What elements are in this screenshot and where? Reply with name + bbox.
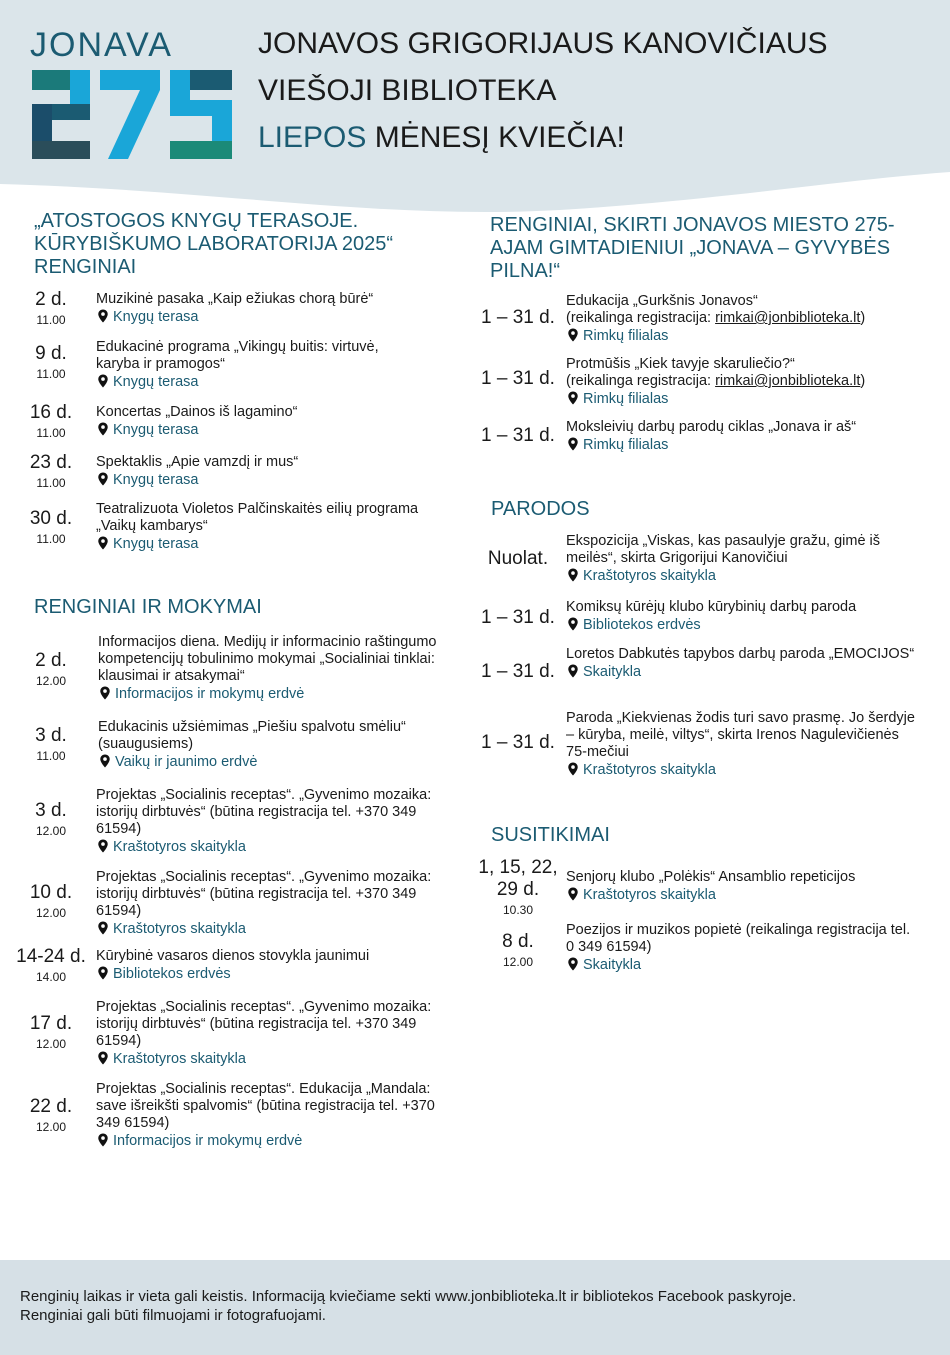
location-pin-icon	[98, 754, 112, 768]
footer-notice: Renginių laikas ir vieta gali keistis. Informaciją kviečiame sekti www.jonbiblioteka.lt ir bibliotekos Facebook paskyroje.	[20, 1288, 797, 1305]
event-date	[10, 882, 92, 921]
event-date	[20, 402, 82, 441]
event-time: 14.00	[35, 970, 67, 984]
event-description	[566, 599, 916, 634]
event-title: Moksleivių darbų parodų ciklas „Jonava ir aš“	[566, 419, 857, 435]
location-pin-icon	[96, 422, 110, 436]
event-title: Edukacija „Gurkšnis Jonavos“	[566, 293, 758, 309]
event-time: 11.00	[36, 426, 66, 440]
location-pin-icon	[566, 328, 580, 342]
registration-close: )	[860, 310, 866, 326]
location-pin-icon	[96, 839, 110, 853]
event-description	[96, 999, 436, 1068]
event-date-text: 22 d.	[29, 1096, 73, 1117]
event-time: 12.00	[35, 824, 67, 838]
event-description	[566, 922, 916, 974]
event-title: Ekspozicija „Viskas, kas pasaulyje gražu, gimė iš meilės“, skirta Grigorijui Kanovičiui	[566, 533, 881, 566]
event-date-text: 10 d.	[29, 882, 73, 903]
title-month: LIEPOS	[258, 121, 367, 154]
event-date-text: 23 d.	[29, 452, 73, 473]
registration-email[interactable]: rimkai@jonbiblioteka.lt	[715, 373, 861, 389]
event-location-label: Knygų terasa	[113, 472, 199, 488]
registration-email[interactable]: rimkai@jonbiblioteka.lt	[715, 310, 861, 326]
location-pin-icon	[98, 686, 112, 700]
location-pin-icon	[96, 309, 110, 323]
section-title-terasa: „ATOSTOGOS KNYGŲ TERASOJE. KŪRYBIŠKUMO LABORATORIJA 2025“ RENGINIAI	[34, 210, 394, 278]
event-registration	[566, 373, 916, 390]
event-description	[566, 646, 916, 681]
event-description	[566, 869, 916, 904]
event-title: Paroda „Kiekvienas žodis turi savo prasmę. Jo šerdyje – kūryba, meilė, viltys“, skirta Irenos Nagulevičienės 75-mečiui	[566, 710, 915, 760]
location-pin-icon	[96, 966, 110, 980]
event-location	[96, 920, 436, 938]
registration-text: (reikalinga registracija:	[566, 373, 716, 389]
event-description	[96, 454, 426, 489]
event-location-label: Knygų terasa	[113, 374, 199, 390]
event-date-text: 1 – 31 d.	[481, 661, 555, 682]
event-location	[98, 685, 438, 703]
event-date-text: 8 d.	[502, 931, 534, 952]
event-title: Projektas „Socialinis receptas“. Edukacija „Mandala: save išreikšti spalvomis“ (būtina registracija tel. +370 349 61594)	[96, 1081, 435, 1131]
event-date	[10, 1096, 92, 1135]
event-date-text: 2 d.	[35, 289, 67, 310]
event-title: Informacijos diena. Medijų ir informacinio raštingumo kompetencijų tobulinimo mokymai „Socialiniai tinklai: klausimai ir atsakymai“	[98, 634, 437, 684]
event-title: Koncertas „Dainos iš lagamino“	[96, 404, 298, 420]
event-location	[566, 436, 916, 454]
event-location	[96, 421, 426, 439]
event-description	[566, 710, 916, 779]
event-date-text: 17 d.	[29, 1013, 73, 1034]
event-description	[566, 356, 916, 408]
section-title-susitikimai: SUSITIKIMAI	[491, 824, 610, 846]
event-date	[470, 607, 566, 629]
section-title-renginiai: RENGINIAI IR MOKYMAI	[34, 596, 262, 618]
event-description	[96, 869, 436, 938]
location-pin-icon	[566, 617, 580, 631]
event-date	[10, 1013, 92, 1052]
event-date	[10, 946, 92, 985]
event-location	[566, 327, 916, 345]
title-line-2: VIEŠOJI BIBLIOTEKA	[258, 74, 557, 107]
location-pin-icon	[96, 1133, 110, 1147]
event-registration	[566, 310, 916, 327]
event-time: 12.00	[35, 1037, 67, 1051]
event-date-text: 2 d.	[35, 650, 67, 671]
title-line-1: JONAVOS GRIGORIJAUS KANOVIČIAUS	[258, 27, 828, 60]
event-date-text: 30 d.	[29, 508, 73, 529]
location-pin-icon	[566, 762, 580, 776]
event-description	[96, 787, 436, 856]
event-time: 11.00	[36, 476, 66, 490]
event-location	[566, 616, 916, 634]
location-pin-icon	[96, 536, 110, 550]
event-date-text: 1, 15, 22, 29 d.	[478, 857, 558, 900]
registration-text: (reikalinga registracija:	[566, 310, 716, 326]
event-time: 12.00	[502, 955, 534, 969]
event-time: 12.00	[35, 674, 67, 688]
event-location-label: Skaitykla	[583, 957, 642, 973]
location-pin-icon	[566, 887, 580, 901]
event-location-label: Kraštotyros skaitykla	[583, 762, 716, 778]
event-date	[10, 800, 92, 839]
event-location	[96, 308, 426, 326]
event-location	[96, 1132, 436, 1150]
event-location	[566, 663, 916, 681]
event-location-label: Knygų terasa	[113, 422, 199, 438]
event-location	[96, 373, 426, 391]
event-description	[566, 419, 916, 454]
event-date-text: 3 d.	[35, 725, 67, 746]
location-pin-icon	[566, 957, 580, 971]
event-date	[20, 343, 82, 382]
event-location-label: Bibliotekos erdvės	[583, 617, 701, 633]
event-title: Komiksų kūrėjų klubo kūrybinių darbų paroda	[566, 599, 857, 615]
event-date-text: 1 – 31 d.	[481, 607, 555, 628]
event-location-label: Vaikų ir jaunimo erdvė	[115, 754, 258, 770]
event-title: Spektaklis „Apie vamzdį ir mus“	[96, 454, 299, 470]
event-description	[96, 339, 426, 391]
event-time: 11.00	[36, 367, 66, 381]
event-date	[470, 368, 566, 390]
event-description	[98, 719, 438, 771]
event-location-label: Kraštotyros skaitykla	[113, 1051, 246, 1067]
event-date-text: 3 d.	[35, 800, 67, 821]
event-description	[96, 501, 426, 553]
event-title: Projektas „Socialinis receptas“. „Gyvenimo mozaika: istorijų dirbtuvės“ (būtina registracija tel. +370 349 61594)	[96, 869, 432, 919]
event-location-label: Kraštotyros skaitykla	[113, 839, 246, 855]
event-location	[566, 761, 916, 779]
event-location	[566, 886, 916, 904]
location-pin-icon	[96, 374, 110, 388]
event-title: Senjorų klubo „Polėkis“ Ansamblio repeticijos	[566, 869, 856, 885]
event-location-label: Knygų terasa	[113, 309, 199, 325]
event-title: Protmūšis „Kiek tavyje skaruliečio?“	[566, 356, 795, 372]
event-description	[566, 293, 916, 345]
event-time: 11.00	[36, 532, 66, 546]
event-title: Loretos Dabkutės tapybos darbų paroda „EMOCIJOS“	[566, 646, 915, 662]
event-date-text: 9 d.	[35, 343, 67, 364]
event-time: 12.00	[35, 906, 67, 920]
event-date	[466, 931, 570, 970]
event-location	[96, 838, 436, 856]
location-pin-icon	[566, 391, 580, 405]
event-date	[470, 732, 566, 754]
event-title: Projektas „Socialinis receptas“. „Gyvenimo mozaika: istorijų dirbtuvės“ (būtina registracija tel. +370 349 61594)	[96, 787, 432, 837]
event-date-text: 1 – 31 d.	[481, 368, 555, 389]
event-description	[98, 634, 438, 703]
page-title	[258, 20, 828, 161]
event-time: 11.00	[36, 313, 66, 327]
event-location-label: Kraštotyros skaitykla	[113, 921, 246, 937]
event-title: Kūrybinė vasaros dienos stovykla jaunimui	[96, 948, 370, 964]
event-date-text: 14-24 d.	[16, 946, 86, 967]
event-title: Edukacinis užsiėmimas „Piešiu spalvotu smėliu“ (suaugusiems)	[98, 719, 406, 752]
event-time: 10.30	[502, 903, 534, 917]
event-location-label: Rimkų filialas	[583, 437, 669, 453]
event-location-label: Kraštotyros skaitykla	[583, 568, 716, 584]
event-description	[96, 948, 436, 983]
event-description	[96, 1081, 436, 1150]
event-date	[470, 307, 566, 329]
event-date	[466, 857, 570, 918]
event-location	[566, 567, 916, 585]
location-pin-icon	[566, 664, 580, 678]
event-date	[470, 661, 566, 683]
event-title: Poezijos ir muzikos popietė (reikalinga registracija tel. 0 349 61594)	[566, 922, 911, 955]
title-line-3	[258, 114, 828, 161]
event-date	[470, 425, 566, 447]
event-time: 12.00	[35, 1120, 67, 1134]
location-pin-icon	[566, 437, 580, 451]
event-location-label: Rimkų filialas	[583, 391, 669, 407]
event-location-label: Informacijos ir mokymų erdvė	[113, 1133, 303, 1149]
event-location-label: Bibliotekos erdvės	[113, 966, 231, 982]
event-description	[96, 291, 426, 326]
event-time: 11.00	[36, 749, 66, 763]
event-title: Muzikinė pasaka „Kaip ežiukas chorą būrė“	[96, 291, 374, 307]
event-location-label: Kraštotyros skaitykla	[583, 887, 716, 903]
event-title: Edukacinė programa „Vikingų buitis: virtuvė, karyba ir pramogos“	[96, 339, 379, 372]
event-location-label: Informacijos ir mokymų erdvė	[115, 686, 305, 702]
event-date	[10, 650, 92, 689]
section-title-parodos: PARODOS	[491, 498, 590, 520]
event-date-text: Nuolat.	[487, 548, 549, 569]
event-date	[20, 508, 82, 547]
event-location	[566, 956, 916, 974]
footer-filming-notice: Renginiai gali būti filmuojami ir fotografuojami.	[20, 1307, 326, 1324]
registration-close: )	[860, 373, 866, 389]
event-location	[566, 390, 916, 408]
location-pin-icon	[96, 921, 110, 935]
event-date-text: 1 – 31 d.	[481, 732, 555, 753]
event-description	[566, 533, 916, 585]
event-location-label: Knygų terasa	[113, 536, 199, 552]
title-invite: MĖNESĮ KVIEČIA!	[366, 121, 625, 154]
event-description	[96, 404, 426, 439]
event-location	[96, 535, 426, 553]
event-location	[96, 1050, 436, 1068]
footer	[0, 1260, 950, 1355]
event-location	[96, 471, 426, 489]
event-date	[470, 548, 566, 570]
event-date-text: 1 – 31 d.	[481, 425, 555, 446]
event-date	[20, 452, 82, 491]
jonava-275-logo	[28, 28, 238, 163]
location-pin-icon	[566, 568, 580, 582]
event-date-text: 1 – 31 d.	[481, 307, 555, 328]
event-location	[96, 965, 436, 983]
event-location-label: Skaitykla	[583, 664, 642, 680]
location-pin-icon	[96, 472, 110, 486]
event-date	[20, 289, 82, 328]
location-pin-icon	[96, 1051, 110, 1065]
section-title-jonava275: RENGINIAI, SKIRTI JONAVOS MIESTO 275-AJAM GIMTADIENIUI „JONAVA – GYVYBĖS PILNA!“	[490, 214, 895, 282]
event-title: Teatralizuota Violetos Palčinskaitės eilių programa „Vaikų kambarys“	[96, 501, 419, 534]
logo-word: JONAVA	[30, 28, 173, 64]
event-title: Projektas „Socialinis receptas“. „Gyvenimo mozaika: istorijų dirbtuvės“ (būtina registracija tel. +370 349 61594)	[96, 999, 432, 1049]
event-location	[98, 753, 438, 771]
event-date	[10, 725, 92, 764]
event-location-label: Rimkų filialas	[583, 328, 669, 344]
event-date-text: 16 d.	[29, 402, 73, 423]
